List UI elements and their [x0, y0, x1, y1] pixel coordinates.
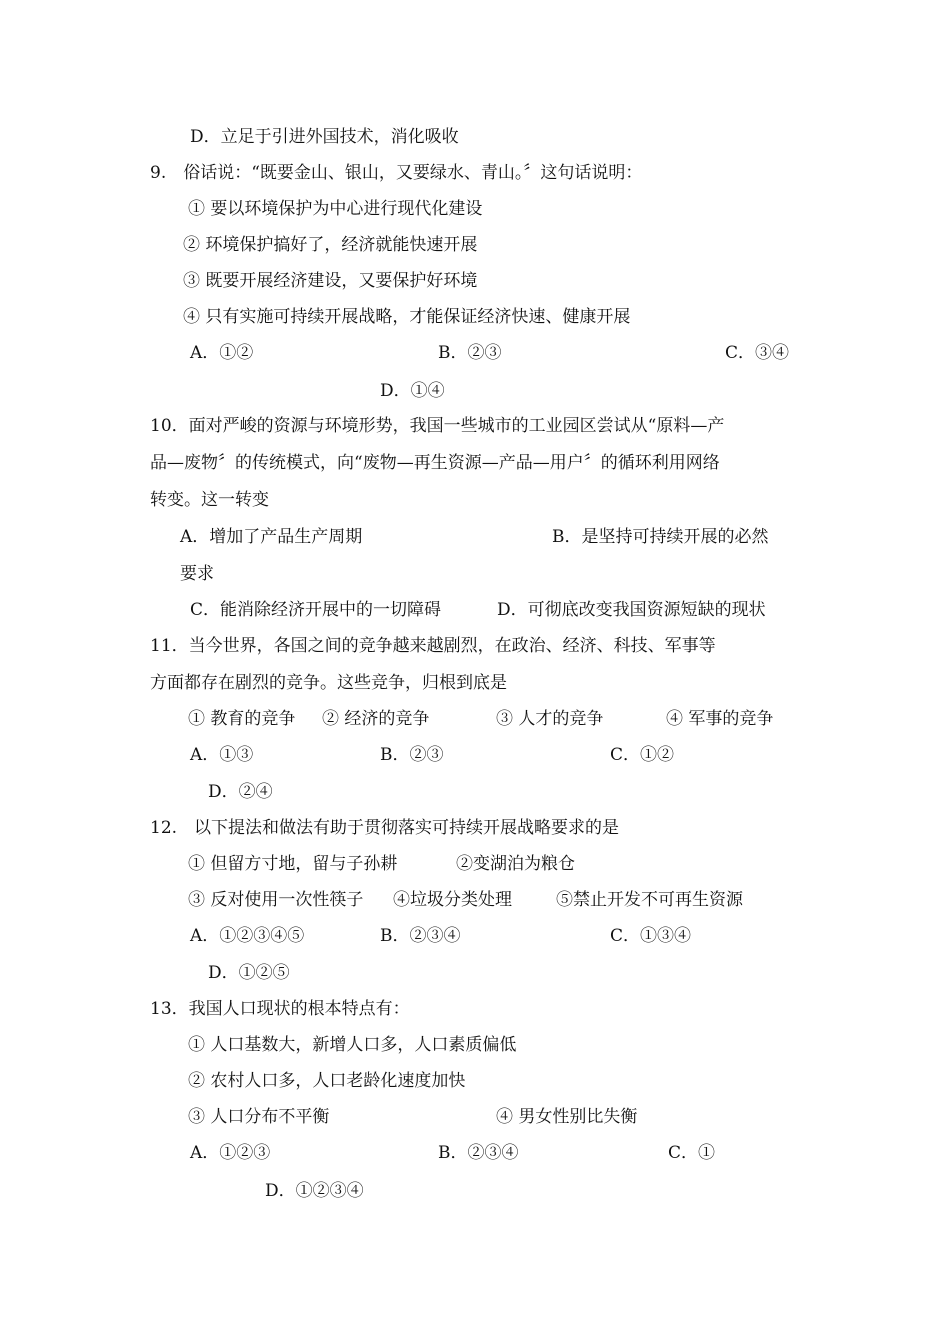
- question-9-item-4: ④ 只有实施可持续开展战略，才能保证经济快速、健康开展: [183, 307, 631, 327]
- question-10-option-d: D．可彻底改变我国资源短缺的现状: [497, 600, 766, 620]
- question-9-option-b: B．②③: [438, 343, 502, 363]
- question-10-option-c: C．能消除经济开展中的一切障碍: [190, 600, 442, 620]
- question-12-option-b: B．②③④: [380, 926, 461, 946]
- question-8-option-d: D．立足于引进外国技术，消化吸收: [190, 127, 459, 147]
- question-9-stem: 9. 俗话说：“既要金山、银山，又要绿水、青山。〞这句话说明：: [150, 163, 643, 183]
- question-11-item-1: ① 教育的竞争: [188, 709, 296, 729]
- question-11-item-3: ③ 人才的竞争: [496, 709, 604, 729]
- question-13-option-d: D．①②③④: [265, 1181, 364, 1201]
- question-10-option-a: A．增加了产品生产周期: [180, 527, 363, 547]
- question-9-item-2: ② 环境保护搞好了，经济就能快速开展: [183, 235, 478, 255]
- question-13-item-1: ① 人口基数大，新增人口多，人口素质偏低: [188, 1035, 517, 1055]
- question-12-stem: 12. 以下提法和做法有助于贯彻落实可持续开展战略要求的是: [150, 818, 620, 838]
- question-10-stem-line-1: 10．面对严峻的资源与环境形势，我国一些城市的工业园区尝试从“原料—产: [150, 416, 725, 436]
- question-9-option-c: C．③④: [725, 343, 790, 363]
- question-12-option-d: D．①②⑤: [208, 963, 290, 983]
- question-13-item-4: ④ 男女性别比失衡: [496, 1107, 638, 1127]
- question-13-option-a: A．①②③: [190, 1143, 271, 1163]
- question-13-stem: 13．我国人口现状的根本特点有：: [150, 999, 410, 1019]
- question-11-stem-line-2: 方面都存在剧烈的竞争。这些竞争，归根到底是: [150, 673, 507, 693]
- question-9-option-a: A．①②: [190, 343, 254, 363]
- question-12-item-1: ① 但留方寸地，留与子孙耕: [188, 854, 398, 874]
- question-9-item-3: ③ 既要开展经济建设，又要保护好环境: [183, 271, 478, 291]
- question-11-item-4: ④ 军事的竞争: [666, 709, 774, 729]
- question-11-option-b: B．②③: [380, 745, 444, 765]
- question-12-item-5: ⑤禁止开发不可再生资源: [556, 890, 743, 910]
- question-12-item-2: ②变湖泊为粮仓: [456, 854, 575, 874]
- question-11-stem-line-1: 11．当今世界，各国之间的竞争越来越剧烈，在政治、经济、科技、军事等: [150, 636, 716, 656]
- question-10-stem-line-3: 转变。这一转变: [150, 490, 269, 510]
- question-13-item-2: ② 农村人口多，人口老龄化速度加快: [188, 1071, 466, 1091]
- question-10-option-b: B．是坚持可持续开展的必然: [552, 527, 769, 547]
- question-11-option-c: C．①②: [610, 745, 675, 765]
- question-11-option-a: A．①③: [190, 745, 254, 765]
- question-11-item-2: ② 经济的竞争: [322, 709, 430, 729]
- question-9-option-d: D．①④: [380, 381, 445, 401]
- question-9-item-1: ① 要以环境保护为中心进行现代化建设: [188, 199, 483, 219]
- question-13-option-b: B．②③④: [438, 1143, 519, 1163]
- question-10-option-b-cont: 要求: [180, 564, 214, 584]
- question-13-item-3: ③ 人口分布不平衡: [188, 1107, 330, 1127]
- question-11-option-d: D．②④: [208, 782, 273, 802]
- question-12-item-3: ③ 反对使用一次性筷子: [188, 890, 364, 910]
- question-12-option-c: C．①③④: [610, 926, 692, 946]
- question-12-option-a: A．①②③④⑤: [190, 926, 305, 946]
- question-10-stem-line-2: 品—废物〞的传统模式，向“废物—再生资源—产品—用户〞的循环利用网络: [150, 453, 720, 473]
- question-13-option-c: C．①: [668, 1143, 716, 1163]
- question-12-item-4: ④垃圾分类处理: [393, 890, 512, 910]
